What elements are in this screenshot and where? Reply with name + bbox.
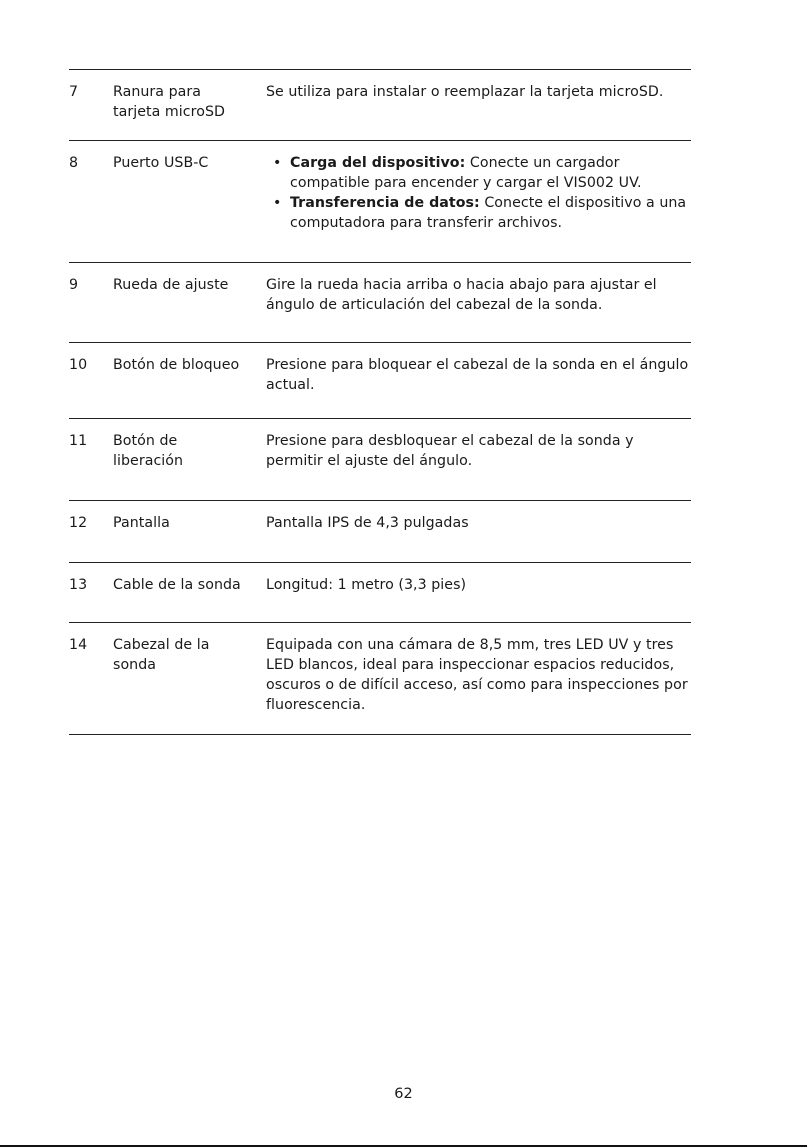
table-row <box>69 563 691 623</box>
table-row <box>69 623 691 735</box>
item-number: 14 <box>69 637 88 653</box>
item-name: Botón de bloqueo <box>113 357 240 373</box>
item-name: Cable de la sonda <box>113 577 241 593</box>
item-number: 10 <box>69 357 88 373</box>
table-row <box>69 141 691 263</box>
bullet-text: Conecte el dispositivo a una computadora para transferir archivos. <box>290 195 687 231</box>
table-row <box>69 263 691 343</box>
item-description <box>266 153 694 233</box>
bullet-item <box>266 193 694 233</box>
table-row <box>69 501 691 563</box>
item-description: Gire la rueda hacia arriba o hacia abajo para ajustar el ángulo de articulación del cabezal de la sonda. <box>266 277 657 313</box>
item-number: 8 <box>69 155 79 171</box>
table-row <box>69 419 691 501</box>
item-name: Botón de liberación <box>113 433 184 469</box>
item-number: 12 <box>69 515 88 531</box>
item-description: Presione para desbloquear el cabezal de la sonda y permitir el ajuste del ángulo. <box>266 433 634 469</box>
item-description: Equipada con una cámara de 8,5 mm, tres LED UV y tres LED blancos, ideal para inspeccionar espacios reducidos, oscuros o de difícil acceso, así como para inspecciones por fluorescencia. <box>266 637 688 713</box>
item-name: Puerto USB-C <box>113 155 209 171</box>
bullet-list <box>266 153 694 233</box>
item-number: 7 <box>69 84 79 100</box>
item-name: Rueda de ajuste <box>113 277 229 293</box>
item-description: Pantalla IPS de 4,3 pulgadas <box>266 515 469 531</box>
bullet-term: Transferencia de datos: <box>290 195 480 211</box>
bullet-text: Conecte un cargador compatible para encender y cargar el VIS002 UV. <box>290 155 642 191</box>
item-number: 13 <box>69 577 88 593</box>
table-row <box>69 343 691 419</box>
item-number: 11 <box>69 433 88 449</box>
item-name: Pantalla <box>113 515 170 531</box>
item-description: Longitud: 1 metro (3,3 pies) <box>266 577 467 593</box>
page-number: 62 <box>394 1086 413 1102</box>
item-description: Presione para bloquear el cabezal de la sonda en el ángulo actual. <box>266 357 689 393</box>
item-name: Cabezal de la sonda <box>113 637 210 673</box>
bullet-item <box>266 153 694 193</box>
bullet-term: Carga del dispositivo: <box>290 155 466 171</box>
components-table <box>69 69 691 735</box>
item-description: Se utiliza para instalar o reemplazar la tarjeta microSD. <box>266 84 664 100</box>
table-row <box>69 70 691 141</box>
item-name: Ranura para tarjeta microSD <box>113 84 225 120</box>
item-number: 9 <box>69 277 79 293</box>
